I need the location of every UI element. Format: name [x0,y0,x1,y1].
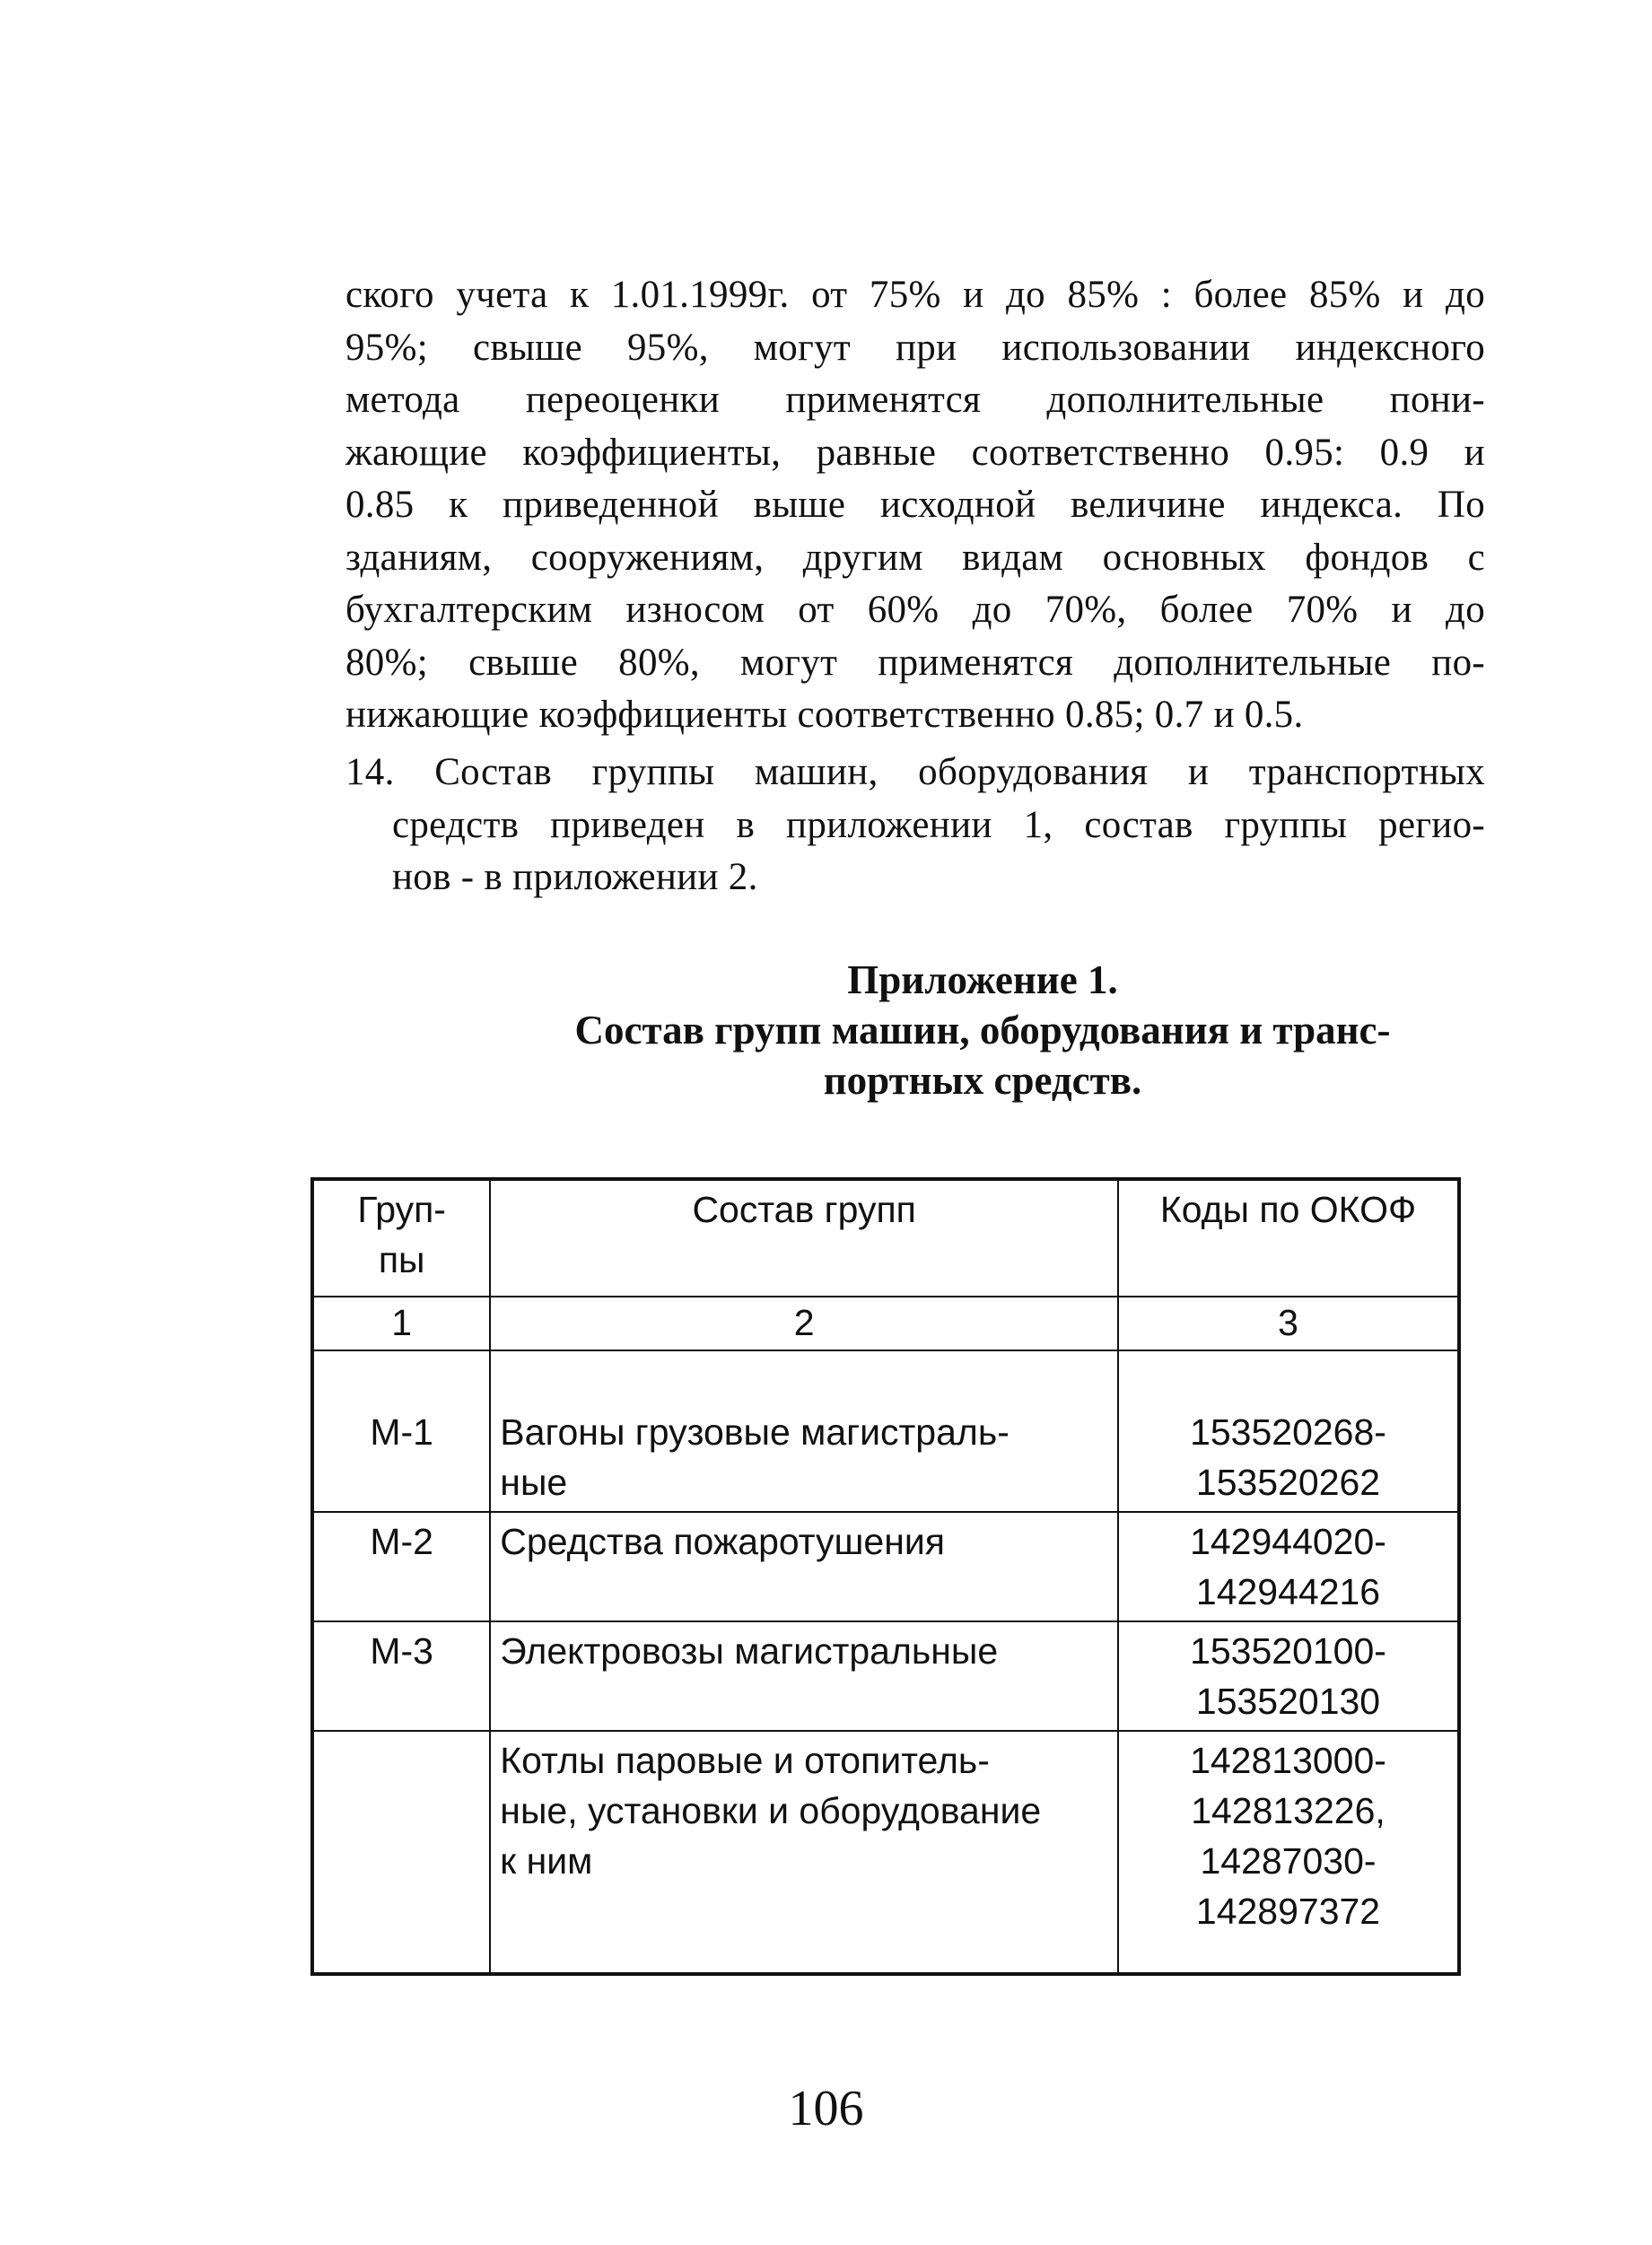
okof-codes: 153520100- 153520130 [1118,1621,1459,1731]
appendix-subtitle-line1: Состав групп машин, оборудования и транс- [574,1008,1391,1053]
header-composition: Состав групп [490,1179,1118,1297]
group-code: М-3 [312,1621,490,1731]
group-composition: Электровозы магистральные [490,1621,1118,1731]
table-row [312,1621,1459,1731]
text-line: средств приведен в приложении 1, состав группы регио- [392,803,1485,846]
okof-groups-table [310,1177,1461,1976]
text-line: ского учета к 1.01.1999г. от 75% и до 85% : более 85% и до [345,274,1485,316]
appendix-subtitle-line2: портных средств. [823,1058,1142,1103]
text-line: 95%; свыше 95%, могут при использовании индексного [345,326,1485,369]
text-line: 14. Состав группы машин, оборудования и транспортных [345,751,1485,793]
group-code [312,1731,490,1974]
text-line: метода переоценки применятся дополнительные пони- [345,379,1485,421]
group-composition: Котлы паровые и отопитель- ные, установки и оборудование к ним [490,1731,1118,1974]
column-number-row [312,1297,1459,1350]
table-row [312,1350,1459,1512]
text-line: зданиям, сооружениям, другим видам основных фондов с [345,536,1485,579]
appendix-heading [485,955,1481,1105]
paragraph-continued [345,269,1485,742]
column-number: 2 [490,1297,1118,1350]
okof-codes: 142944020- 142944216 [1118,1512,1459,1621]
page-number: 106 [788,2081,864,2136]
column-number: 1 [312,1297,490,1350]
text-line: нижающие коэффициенты соответственно 0.85; 0.7 и 0.5. [345,694,1304,736]
text-line: 80%; свыше 80%, могут применятся дополнительные по- [345,641,1485,684]
text-line: бухгалтерским износом от 60% до 70%, более 70% и до [345,589,1485,631]
group-code: М-2 [312,1512,490,1621]
paragraph-item-14 [345,747,1485,904]
group-composition: Вагоны грузовые магистраль- ные [490,1350,1118,1512]
group-code: М-1 [312,1350,490,1512]
header-groups: Груп- пы [312,1179,490,1297]
table-row [312,1512,1459,1621]
okof-codes: 142813000- 142813226, 14287030- 142897372 [1118,1731,1459,1974]
appendix-title: Приложение 1. [847,957,1118,1002]
column-number: 3 [1118,1297,1459,1350]
group-composition: Средства пожаротушения [490,1512,1118,1621]
table-row [312,1731,1459,1974]
header-codes: Коды по ОКОФ [1118,1179,1459,1297]
text-line: 0.85 к приведенной выше исходной величине индекса. По [345,484,1485,526]
text-line: нов - в приложении 2. [392,856,758,898]
text-line: жающие коэффициенты, равные соответственно 0.95: 0.9 и [345,431,1485,474]
table-header-row [312,1179,1459,1297]
okof-codes: 153520268- 153520262 [1118,1350,1459,1512]
